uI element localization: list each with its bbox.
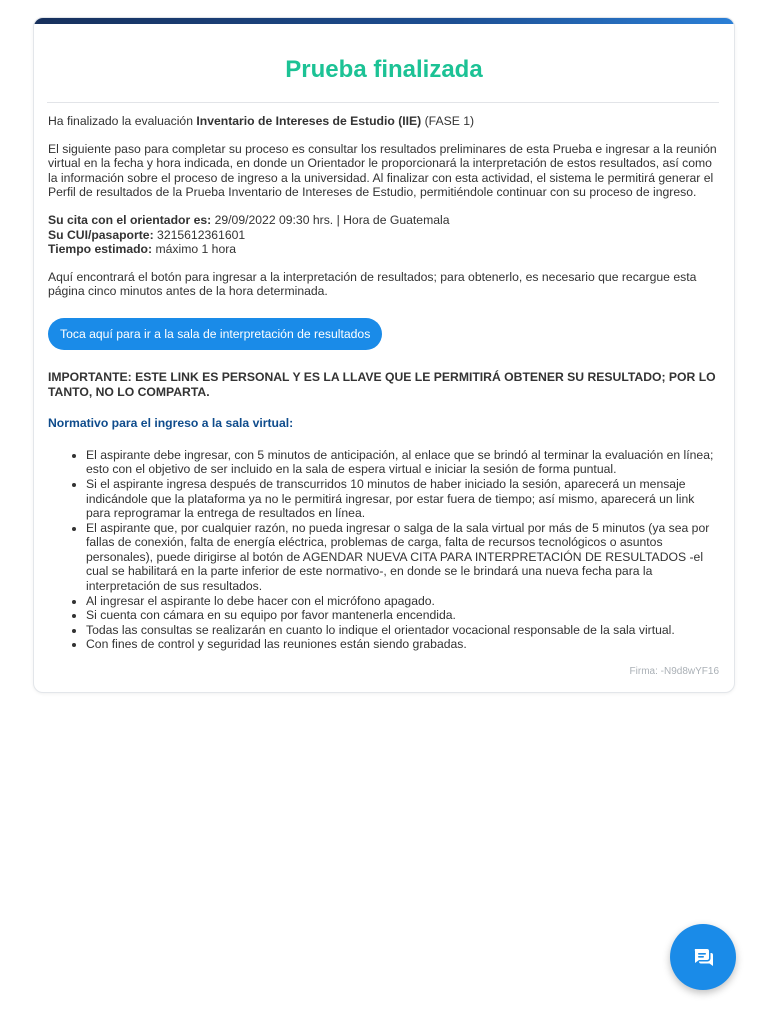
page-title: Prueba finalizada <box>285 56 483 83</box>
result-card <box>33 17 735 693</box>
cui-value: 3215612361601 <box>153 227 246 242</box>
test-name: Inventario de Intereses de Estudio (IIE) <box>196 114 422 128</box>
appointment-label: Su cita con el orientador es: <box>48 212 212 227</box>
signature: Firma: -N9d8wYF16 <box>629 666 719 677</box>
appointment-value: 29/09/2022 09:30 hrs. | Hora de Guatemala <box>211 212 450 227</box>
chat-bubbles-icon <box>692 947 714 967</box>
card-content <box>48 114 722 652</box>
rules-list <box>48 448 722 652</box>
interpretation-room-button[interactable]: Toca aquí para ir a la sala de interpretación de resultados <box>48 318 382 350</box>
list-item: • Si cuenta con cámara en su equipo por favor mantenerla encendida. <box>86 608 722 623</box>
estimated-time-line <box>48 242 722 257</box>
estimated-time-label: Tiempo estimado: <box>48 242 153 257</box>
reload-note: Aquí encontrará el botón para ingresar a la interpretación de resultados; para obtenerlo, es necesario que recargue esta página cinco minutos antes de la hora determinada. <box>48 269 697 299</box>
chat-button[interactable] <box>670 924 736 990</box>
cui-label: Su CUI/pasaporte: <box>48 227 154 242</box>
estimated-time-value: máximo 1 hora <box>152 242 237 257</box>
list-item: • El aspirante que, por cualquier razón, no pueda ingresar o salga de la sala virtual por más de 5 minutos (ya sea por fallas de conexión, falta de energía eléctrica, problemas de carga, falta de recursos tecnológicos o asuntos personales), puede dirigirse al botón de AGENDAR NUEVA CITA PARA INTERPRETACIÓN DE RESULTADOS -el cual se habilitará en la parte inferior de este normativo-, en donde se le brindará una nueva fecha para la interpretación de sus resultados. <box>86 521 722 594</box>
cui-line <box>48 228 722 243</box>
card-top-bar <box>34 18 734 24</box>
intro-suffix: (FASE 1) <box>421 114 475 128</box>
important-notice: IMPORTANTE: ESTE LINK ES PERSONAL Y ES LA LLAVE QUE LE PERMITIRÁ OBTENER SU RESULTADO; POR LO TANTO, NO LO COMPARTA. <box>48 369 716 399</box>
list-item: • El aspirante debe ingresar, con 5 minutos de anticipación, al enlace que se brindó al terminar la evaluación en línea; esto con el objetivo de ser incluido en la sala de espera virtual e iniciar la sesión de forma puntual. <box>86 448 722 477</box>
list-item: • Todas las consultas se realizarán en cuanto lo indique el orientador vocacional responsable de la sala virtual. <box>86 623 722 638</box>
list-item: • Con fines de control y seguridad las reuniones están siendo grabadas. <box>86 637 722 652</box>
appointment-info <box>48 213 722 257</box>
list-item: • Al ingresar el aspirante lo debe hacer con el micrófono apagado. <box>86 594 722 609</box>
main-paragraph: El siguiente paso para completar su proceso es consultar los resultados preliminares de esta Prueba e ingresar a la reunión virtual en la fecha y hora indicada, en donde un Orientador le proporcionará la interpretación de estos resultados, así como la información sobre el proceso de ingreso a la universidad. Al finalizar con esta actividad, el sistema le permitirá generar el Perfil de resultados de la Prueba Inventario de Intereses de Estudio, permitiéndole continuar con su proceso de ingreso. <box>48 141 717 200</box>
list-item: • Si el aspirante ingresa después de transcurridos 10 minutos de haber iniciado la sesión, aparecerá un mensaje indicándole que la plataforma ya no le permitirá ingresar, por estar fuera de tiempo; así mismo, aparecerá un link para reprogramar la entrega de resultados en línea. <box>86 477 722 521</box>
appointment-line <box>48 213 722 228</box>
intro-paragraph <box>48 114 722 129</box>
intro-prefix: Ha finalizado la evaluación <box>48 114 197 128</box>
title-divider <box>47 102 719 103</box>
rules-title: Normativo para el ingreso a la sala virtual: <box>48 416 294 431</box>
